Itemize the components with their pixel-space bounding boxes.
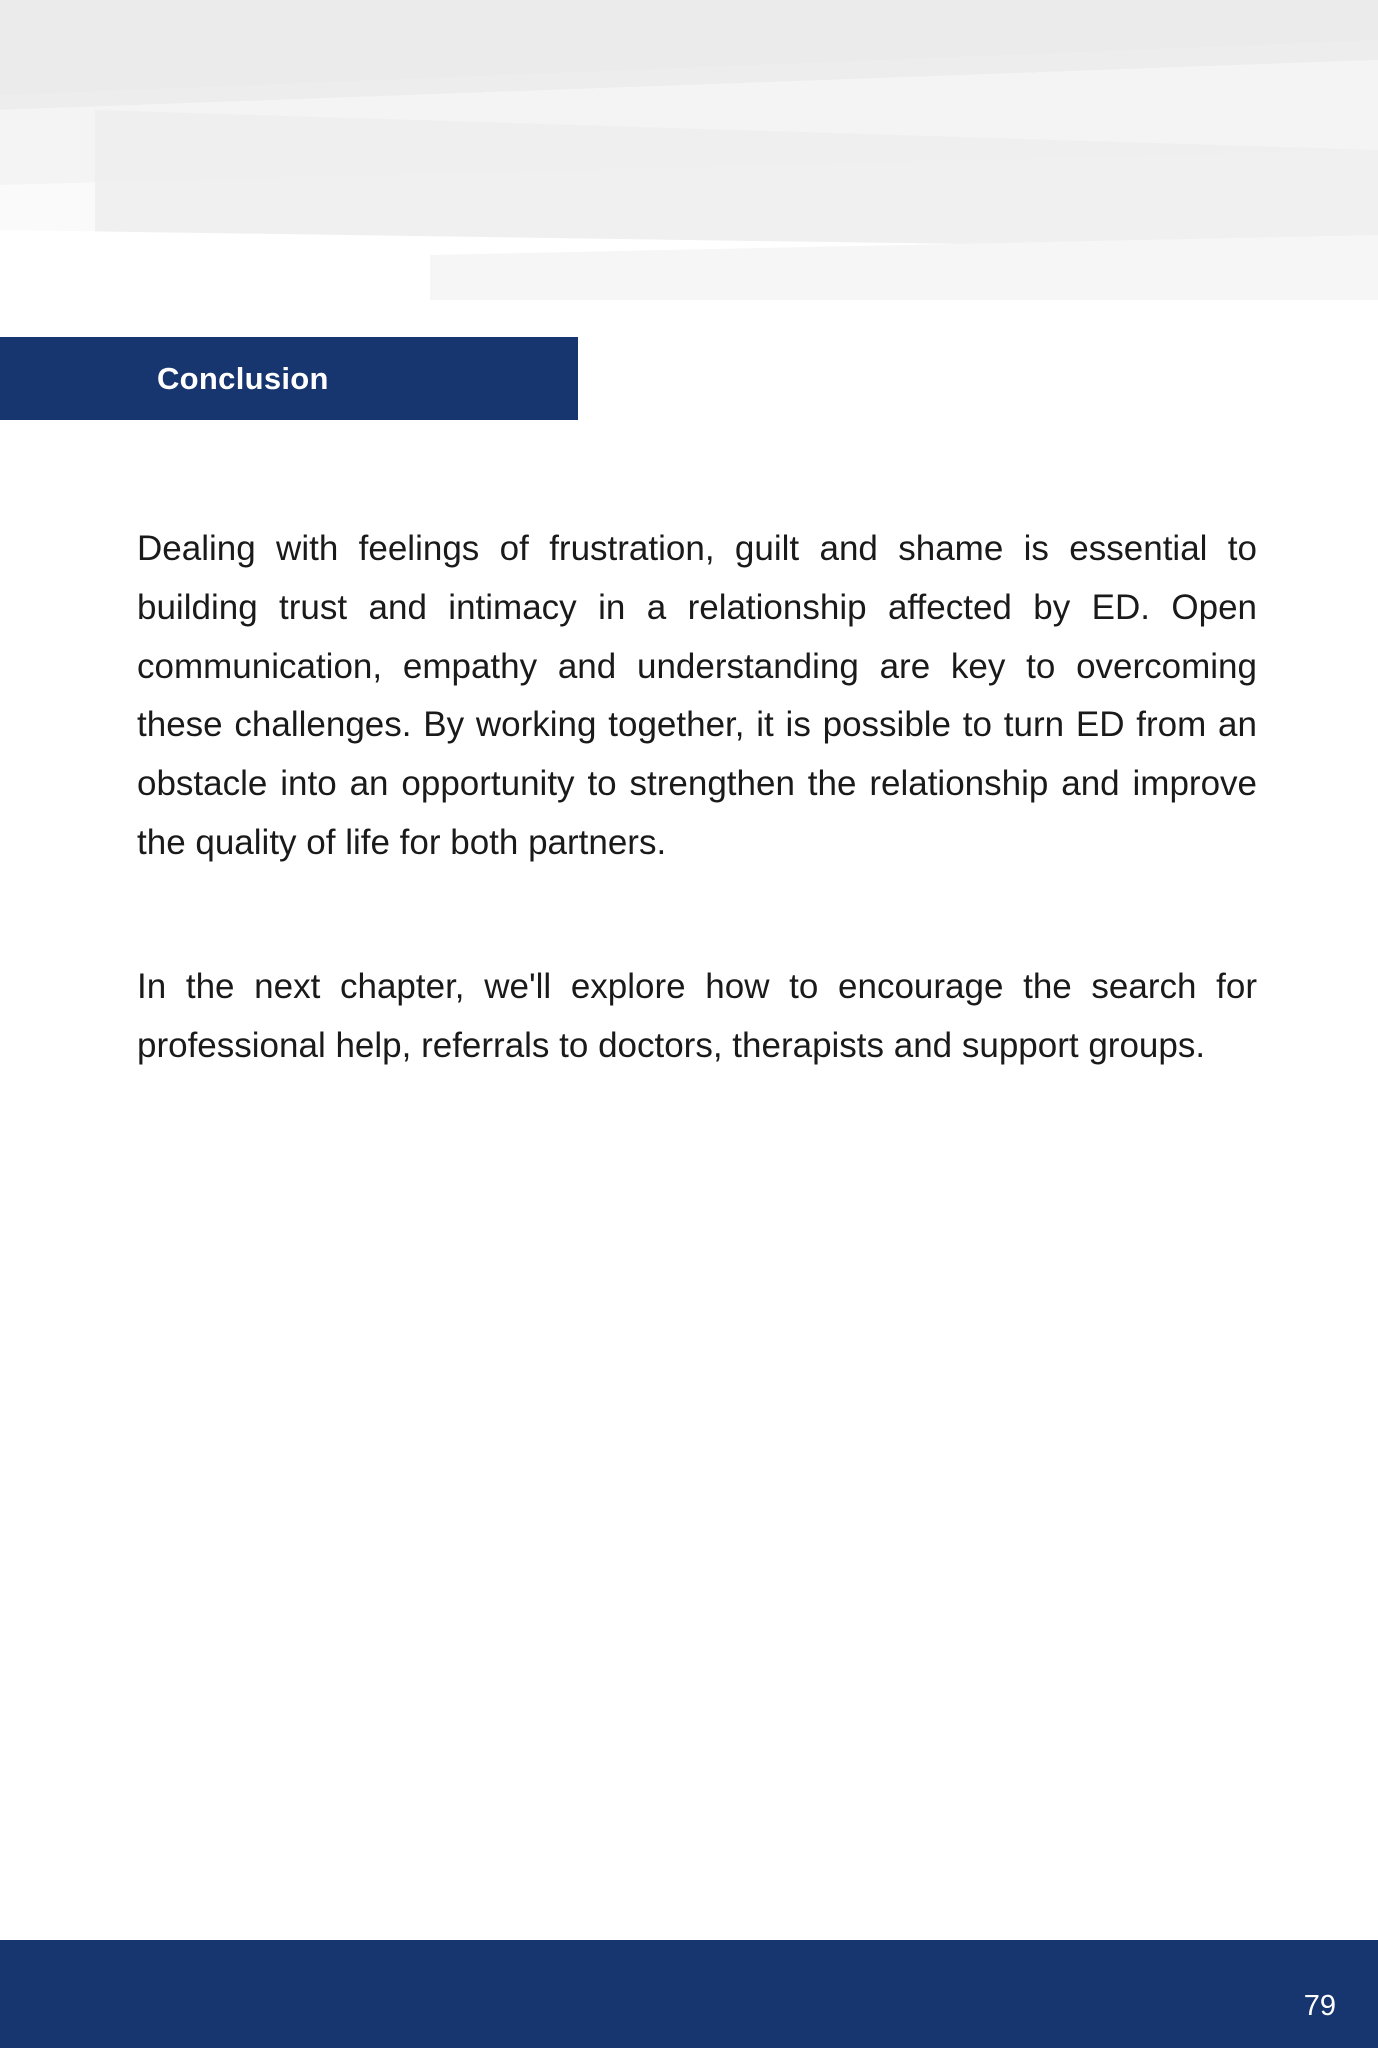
- section-heading-bar: [0, 337, 578, 420]
- page-number: 79: [1303, 1990, 1336, 2022]
- top-decoration-shapes: [0, 0, 1378, 340]
- section-heading-label: Conclusion: [157, 361, 329, 396]
- footer-bar: [0, 1940, 1378, 2048]
- body-content: [137, 520, 1257, 1075]
- paragraph-2: In the next chapter, we'll explore how to encourage the search for professional help, referrals to doctors, therapists and support groups.: [137, 966, 1257, 1065]
- paragraph-1: Dealing with feelings of frustration, guilt and shame is essential to building trust and intimacy in a relationship affected by ED. Open communication, empathy and understanding are key to overcoming these challenges. By working together, it is possible to turn ED from an obstacle into an opportunity to strengthen the relationship and improve the quality of life for both partners.: [137, 529, 1257, 862]
- top-decoration: [0, 0, 1378, 340]
